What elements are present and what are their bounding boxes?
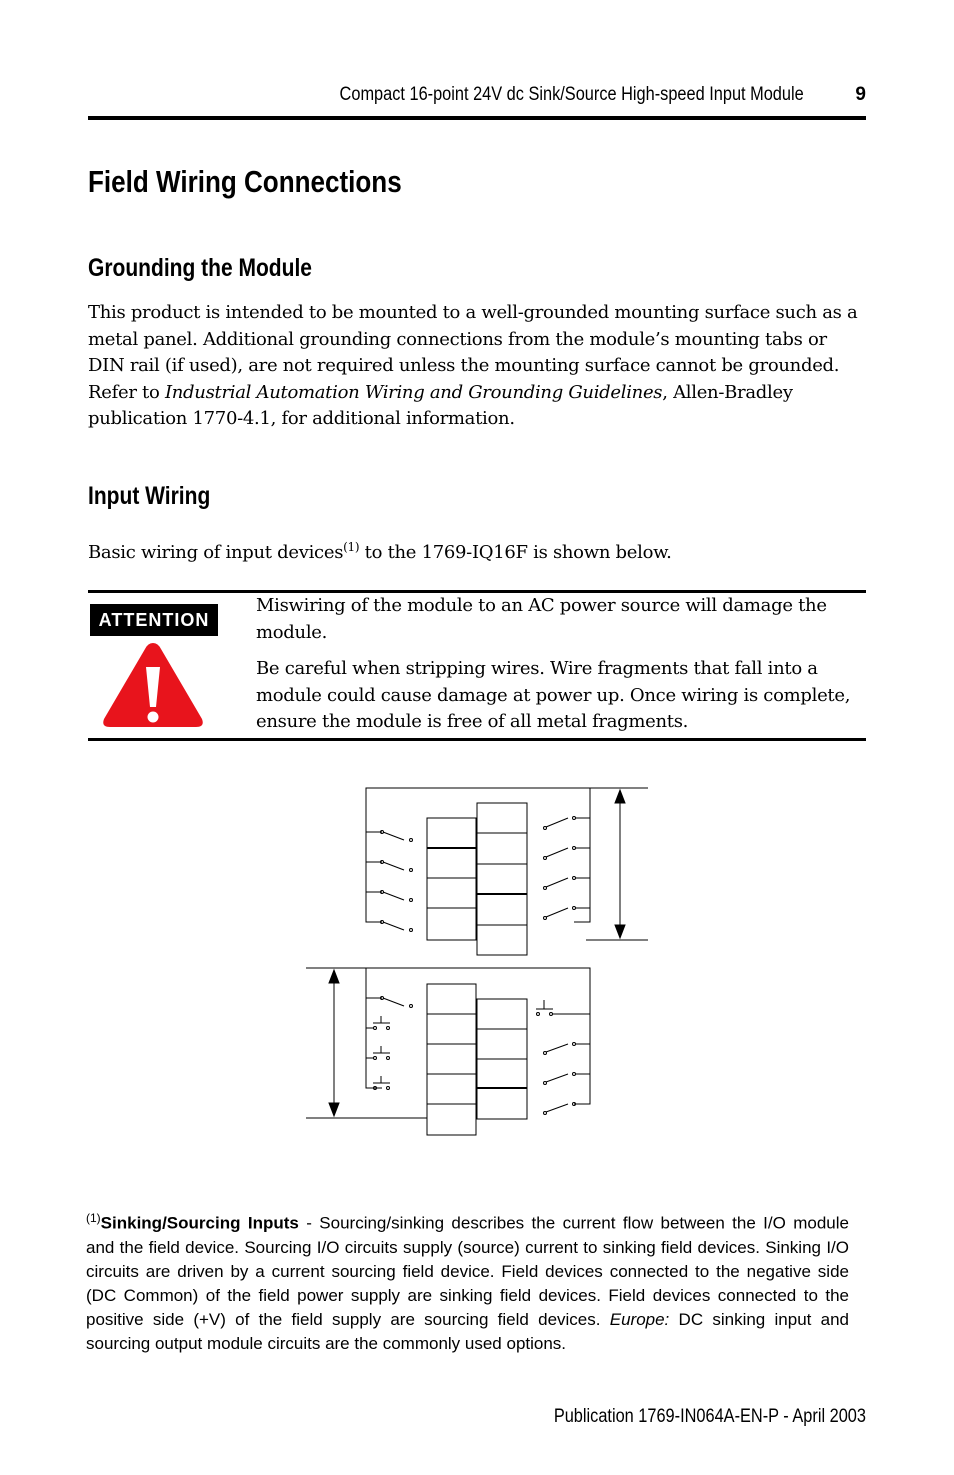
footnote-ref: (1)	[343, 540, 360, 554]
footnote-marker: (1)	[86, 1211, 101, 1225]
running-header	[88, 80, 866, 110]
input-wiring-paragraph	[88, 534, 866, 567]
grounding-text-1: This product is intended to be mounted to a well-grounded mounting surface such as a metal panel. Additional grounding connections from the module’s mounting tabs or DIN rail (if used), are not required unless the mounting surface cannot be grounded. Refer to	[88, 302, 858, 403]
input-text-2: to the 1769-IQ16F is shown below.	[359, 542, 672, 563]
page-number: 9	[855, 84, 866, 105]
grounding-paragraph	[88, 300, 866, 433]
running-title: Compact 16-point 24V dc Sink/Source High-speed Input Module	[339, 84, 804, 105]
footnote-term: Sinking/Sourcing Inputs	[100, 1213, 299, 1233]
input-text-1: Basic wiring of input devices	[88, 542, 344, 563]
attention-badge: ATTENTION	[90, 604, 218, 636]
footnote	[86, 1206, 849, 1356]
header-rule	[88, 116, 866, 120]
attention-bottom-rule	[88, 738, 866, 741]
section-heading-input-wiring: Input Wiring	[88, 482, 211, 510]
wiring-diagram	[300, 780, 660, 1140]
guidelines-title: Industrial Automation Wiring and Grounding Guidelines	[164, 381, 663, 403]
footnote-text-2: DC sinking input and sourcing output module circuits are the commonly used options.	[86, 1309, 849, 1353]
page-title: Field Wiring Connections	[88, 164, 402, 199]
attention-text-2: Be careful when stripping wires. Wire fragments that fall into a module could cause damage at power up. Once wiring is complete, ensure the module is free of all metal fragments.	[256, 658, 851, 732]
footnote-text-1: - Sourcing/sinking describes the current flow between the I/O module and the field device. Sourcing I/O circuits supply (source) current to sinking field devices. Sinking I/O circuits are driven by a current sourcing field device. Field devices connected to the negative side (DC Common) of the field power supply are sinking field devices. Field devices connected to the positive side (+V) of the field supply are sourcing field devices.	[86, 1213, 849, 1329]
footnote-europe: Europe:	[609, 1309, 670, 1329]
publication-footer: Publication 1769-IN064A-EN-P - April 2003	[553, 1406, 866, 1427]
grounding-text-2: , Allen-Bradley publication 1770-4.1, for additional information.	[88, 381, 793, 429]
section-heading-grounding: Grounding the Module	[88, 254, 312, 282]
attention-text-1: Miswiring of the module to an AC power source will damage the module.	[256, 595, 827, 643]
warning-triangle-icon	[100, 637, 206, 731]
